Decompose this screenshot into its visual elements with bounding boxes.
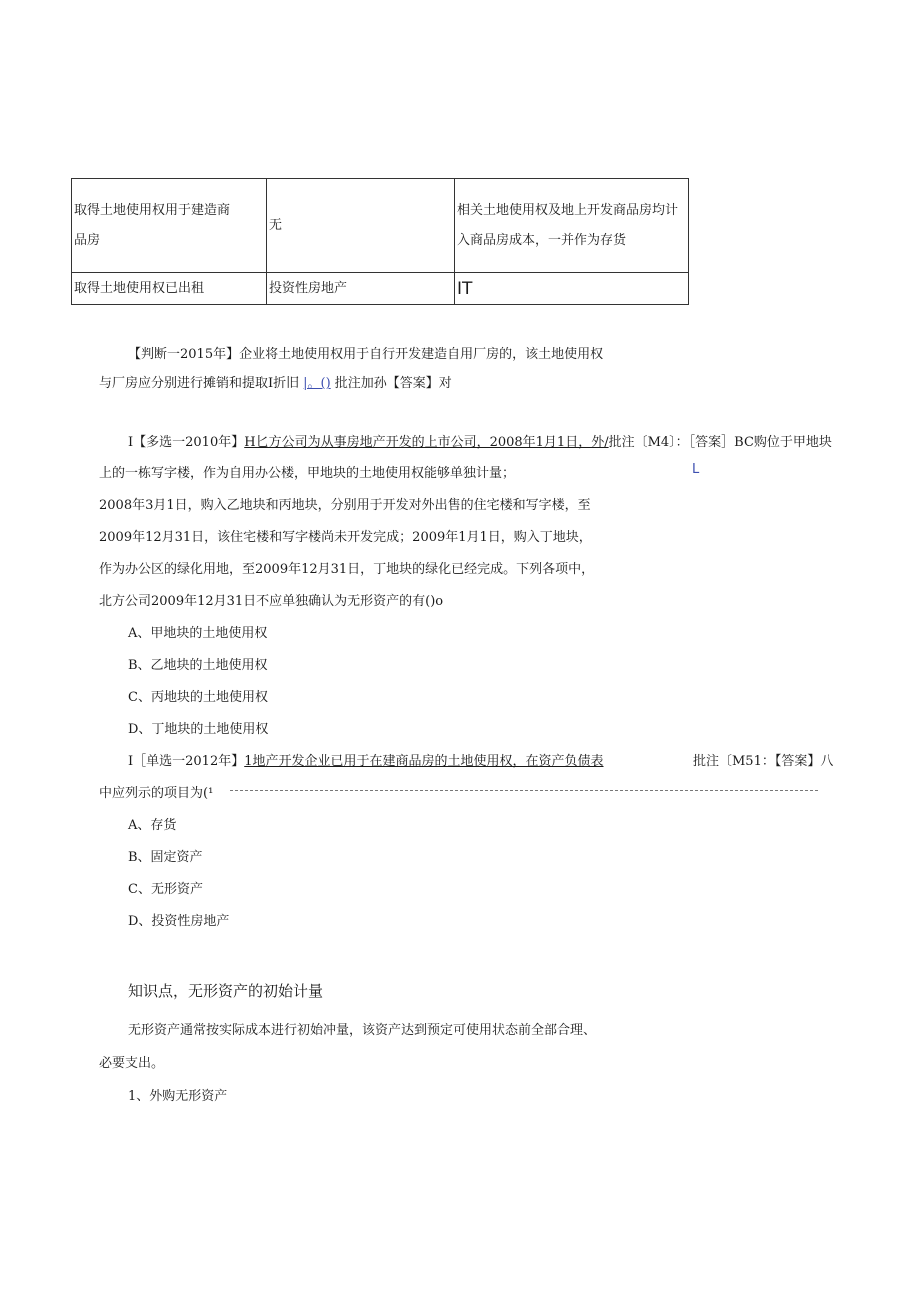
q2-line2: 上的一栋写字楼，作为自用办公楼，甲地块的土地使用权能够单独计量； bbox=[99, 466, 516, 481]
option-item: C、丙地块的土地使用权 bbox=[128, 690, 268, 705]
comment-anchor: L bbox=[692, 462, 700, 477]
q1-line1: 【判断一2015年】企业将土地使用权用于自行开发建造自用厂房的，该土地使用权 bbox=[128, 347, 604, 362]
q2-text: 购位于甲地块 bbox=[753, 435, 832, 450]
q2-line6: 北方公司2009年12月31日不应单独确认为无形资产的有()o bbox=[99, 594, 444, 609]
table-row bbox=[72, 179, 689, 273]
option-item: C、无形资产 bbox=[128, 882, 203, 897]
comment-connector bbox=[230, 790, 818, 791]
table-cell bbox=[72, 179, 267, 273]
q2-line1 bbox=[128, 431, 832, 450]
option-item: A、存货 bbox=[128, 818, 177, 833]
cell-line: 品房 bbox=[74, 232, 101, 248]
q1-line2 bbox=[99, 372, 452, 391]
table-cell: 取得土地使用权已出租 bbox=[72, 273, 267, 305]
table-row bbox=[72, 273, 689, 305]
q3-line1 bbox=[128, 750, 604, 769]
table-cell: IT bbox=[455, 273, 689, 305]
comment-note[interactable]: 批注〔M4〕：［答案］BC bbox=[608, 435, 754, 450]
q3-line2 bbox=[99, 782, 213, 801]
q3-stem: 1地产开发企业已用于在建商品房的土地使用权，在资产负债表 bbox=[244, 754, 604, 769]
q2-line4: 2009年12月31日，该住宅楼和写字楼尚未开发完成；2009年1月1日，购入丁地块， bbox=[99, 530, 592, 545]
q2-line3: 2008年3月1日，购入乙地块和丙地块，分别用于开发对外出售的住宅楼和写字楼，至 bbox=[99, 498, 591, 513]
q1-mark: I折旧 bbox=[268, 376, 300, 391]
cell-line: 相关土地使用权及地上开发商品房均计 bbox=[457, 202, 679, 218]
comment-note[interactable]: 批注加孙【答案】对 bbox=[334, 376, 452, 391]
table-cell bbox=[455, 179, 689, 273]
option-item: B、固定资产 bbox=[128, 850, 203, 865]
q3-text: 中应列示的项目为(¹ bbox=[99, 786, 214, 801]
comment-note[interactable]: 批注〔M51：【答案】八 bbox=[693, 754, 834, 769]
land-use-table bbox=[71, 178, 689, 305]
table-cell: 投资性房地产 bbox=[267, 273, 455, 305]
q2-line5: 作为办公区的绿化用地，至2009年12月31日，丁地块的绿化已经完成。下列各项中， bbox=[99, 562, 595, 577]
cell-line: 入商品房成本，一并作为存货 bbox=[457, 232, 627, 248]
section-item: 1、外购无形资产 bbox=[128, 1089, 228, 1104]
q2-stem: H匕方公司为从事房地产开发的上市公司，2008年1月1日，外/ bbox=[244, 435, 609, 450]
cell-line: 取得土地使用权用于建造商 bbox=[74, 202, 231, 218]
q1-blank: |。() bbox=[303, 376, 331, 391]
option-item: D、投资性房地产 bbox=[128, 914, 230, 929]
option-item: B、乙地块的土地使用权 bbox=[128, 658, 268, 673]
q2-prefix: I【多选一2010年】 bbox=[128, 435, 245, 450]
option-item: D、丁地块的土地使用权 bbox=[128, 722, 269, 737]
q3-prefix: I［单选一2012年】 bbox=[128, 754, 245, 769]
section-para-line1: 无形资产通常按实际成本进行初始冲量，该资产达到预定可使用状态前全部合理、 bbox=[128, 1023, 597, 1038]
table-cell: 无 bbox=[267, 179, 455, 273]
q1-text: 与厂房应分别进行摊销和提取 bbox=[99, 376, 269, 391]
option-item: A、甲地块的土地使用权 bbox=[128, 626, 268, 641]
section-title: 知识点，无形资产的初始计量 bbox=[128, 982, 324, 1000]
section-para-line2: 必要支出。 bbox=[99, 1056, 165, 1071]
